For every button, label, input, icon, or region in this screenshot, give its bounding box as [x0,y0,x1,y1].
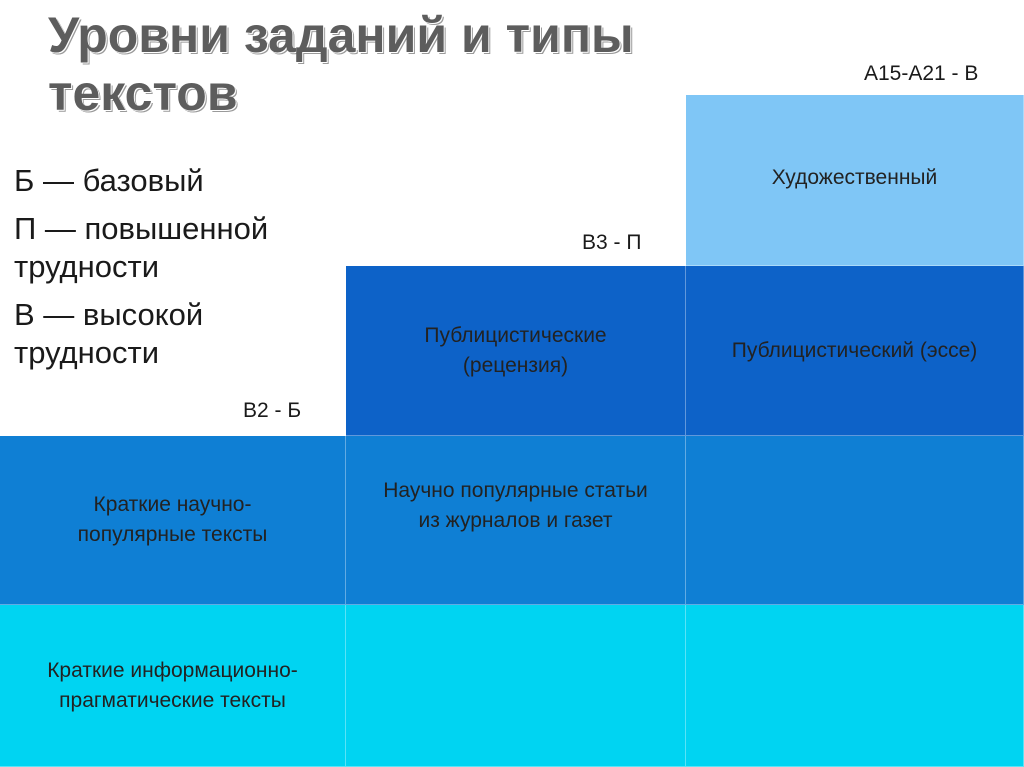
cell-text: Научно популярные статьи из журналов и газет [383,479,648,532]
cell-empty-row4-col3 [686,605,1024,767]
cell-short-popular-science [0,436,346,605]
cell-text: Краткие информационно-прагматические тексты [47,658,298,712]
cell-text: Краткие научно-популярные тексты [77,493,268,546]
legend [14,162,334,382]
legend-item-high: В — высокой трудности [14,297,204,370]
cell-text: Художественный [771,166,938,189]
cell-publicistic-essay [686,266,1024,436]
cell-empty-row3 [686,436,1024,605]
cell-publicistic-review [346,266,686,436]
cell-fiction [686,95,1024,266]
legend-item-basic: Б — базовый [14,163,204,198]
level-label-col1: В2 - Б [243,399,302,422]
slide-title: Уровни заданий и типы текстов [48,7,634,121]
cell-text: Публицистические (рецензия) [424,323,607,377]
legend-item-advanced: П — повышенной трудности [14,211,269,284]
cell-popular-science-articles [346,436,686,605]
cell-short-info-pragmatic [0,605,346,767]
cell-text: Публицистический (эссе) [731,338,978,362]
level-label-col2: В3 - П [582,231,642,254]
cell-empty-row4-col2 [346,605,686,767]
level-label-col3: А15-А21 - В [864,62,979,85]
